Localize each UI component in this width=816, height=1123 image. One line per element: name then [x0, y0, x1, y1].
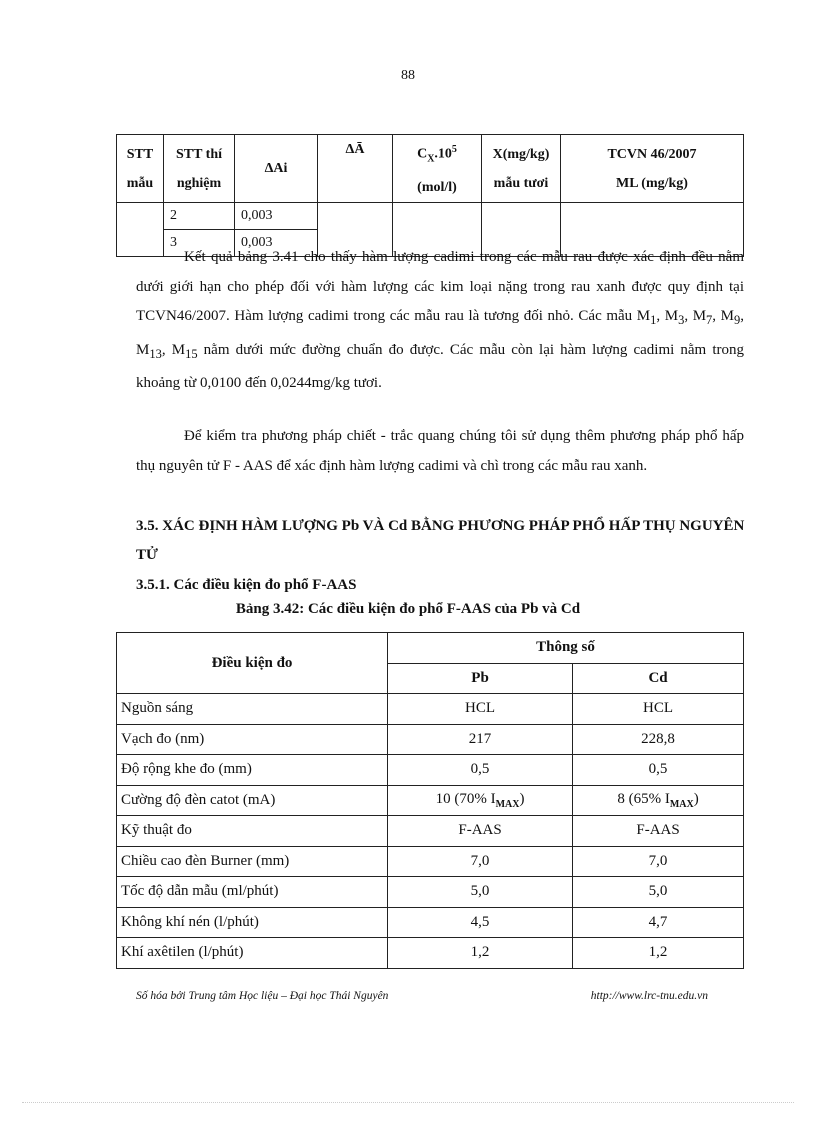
- header-tcvn: TCVN 46/2007 ML (mg/kg): [561, 135, 744, 203]
- cell-delta-ai: 0,003: [235, 230, 318, 257]
- header-stt-sample: STT mẫu: [117, 135, 164, 203]
- bottom-divider: [22, 1102, 794, 1103]
- header-params: Thông số: [388, 633, 744, 664]
- cell-stt: 3: [164, 230, 235, 257]
- cell-pb: F-AAS: [388, 816, 573, 847]
- cell-label: Vạch đo (nm): [117, 724, 388, 755]
- footer-source: Số hóa bởi Trung tâm Học liệu – Đại học Thái Nguyên: [136, 990, 389, 1002]
- header-condition: Điều kiện đo: [117, 633, 388, 694]
- sample-results-table: [116, 134, 744, 257]
- cell-delta-ai: 0,003: [235, 203, 318, 230]
- cell-label: Chiều cao đèn Burner (mm): [117, 846, 388, 877]
- page-number: 88: [401, 68, 415, 83]
- cell-pb: 1,2: [388, 938, 573, 969]
- cell-cd: 4,7: [573, 907, 744, 938]
- cell-pb: HCL: [388, 694, 573, 725]
- header-x-mg: X(mg/kg) mẫu tươi: [482, 135, 561, 203]
- cell-cd: 5,0: [573, 877, 744, 908]
- table-row: [117, 846, 744, 877]
- header-stt-experiment: STT thí nghiệm: [164, 135, 235, 203]
- cell-cd: 228,8: [573, 724, 744, 755]
- paragraph-method: Để kiểm tra phương pháp chiết - trắc quang chúng tôi sử dụng thêm phương pháp phổ hấp thụ nguyên tử F - AAS để xác định hàm lượng cadimi và chì trong các mẫu rau xanh.: [136, 428, 744, 474]
- cell-label: Độ rộng khe đo (mm): [117, 755, 388, 786]
- section-heading: 3.5. XÁC ĐỊNH HÀM LƯỢNG Pb VÀ Cd BẰNG PHƯƠNG PHÁP PHỔ HẤP THỤ NGUYÊN TỬ: [136, 518, 745, 563]
- header-pb: Pb: [388, 663, 573, 694]
- table-row: [117, 724, 744, 755]
- table-row: [117, 816, 744, 847]
- table-row: [117, 785, 744, 816]
- table-header-row: [117, 633, 744, 664]
- cell-pb: 4,5: [388, 907, 573, 938]
- table-row: [117, 755, 744, 786]
- cell-pb: 7,0: [388, 846, 573, 877]
- subsection-heading: 3.5.1. Các điều kiện đo phổ F-AAS: [136, 577, 357, 593]
- table-row: [117, 938, 744, 969]
- cell-label: Cường độ đèn catot (mA): [117, 785, 388, 816]
- header-cd: Cd: [573, 663, 744, 694]
- footer-url: http://www.lrc-tnu.edu.vn: [590, 990, 708, 1002]
- cell-cd: 0,5: [573, 755, 744, 786]
- cell-cd: 8 (65% $I_{MAX}$): [573, 785, 744, 816]
- cell-label: Không khí nén (l/phút): [117, 907, 388, 938]
- paragraph-results: Kết quả bảng 3.41 cho thấy hàm lượng cadimi trong các mẫu rau được xác định đều nằm dưới giới hạn cho phép đối với hàm lượng các kim loại nặng trong rau xanh được quy định tại TCVN46/2007. Hàm lượng cadimi trong các mẫu rau là tương đối nhỏ. Các mẫu $M_1$, $M_3$, $M_7$, $M_9$, $M_{13}$, $M_{15}$ nằm dưới mức đường chuẩn đo được. Các mẫu còn lại hàm lượng cadimi nằm trong khoảng từ 0,0100 đến 0,0244mg/kg tươi.: [136, 249, 745, 391]
- cell-pb: 217: [388, 724, 573, 755]
- table-row: [117, 694, 744, 725]
- cell-label: Kỹ thuật đo: [117, 816, 388, 847]
- table-caption: Bảng 3.42: Các điều kiện đo phổ F-AAS của Pb và Cd: [235, 601, 581, 617]
- table-row: [117, 907, 744, 938]
- cell-cd: 1,2: [573, 938, 744, 969]
- header-delta-abar: ΔĀ: [318, 135, 393, 203]
- header-cx: $C_X.10^5$ (mol/l): [393, 135, 482, 203]
- cell-stt: 2: [164, 203, 235, 230]
- header-delta-ai: ΔAi: [235, 135, 318, 203]
- cell-cd: 7,0: [573, 846, 744, 877]
- cell-cd: HCL: [573, 694, 744, 725]
- cell-label: Nguồn sáng: [117, 694, 388, 725]
- cell-label: Tốc độ dẫn mẫu (ml/phút): [117, 877, 388, 908]
- cell-pb: 5,0: [388, 877, 573, 908]
- table-row: [117, 203, 744, 230]
- table-header-row: [117, 135, 744, 203]
- cell-cd: F-AAS: [573, 816, 744, 847]
- table-row: [117, 877, 744, 908]
- cell-pb: 0,5: [388, 755, 573, 786]
- faas-conditions-table: [116, 632, 744, 969]
- cell-pb: 10 (70% $I_{MAX}$): [388, 785, 573, 816]
- cell-label: Khí axêtilen (l/phút): [117, 938, 388, 969]
